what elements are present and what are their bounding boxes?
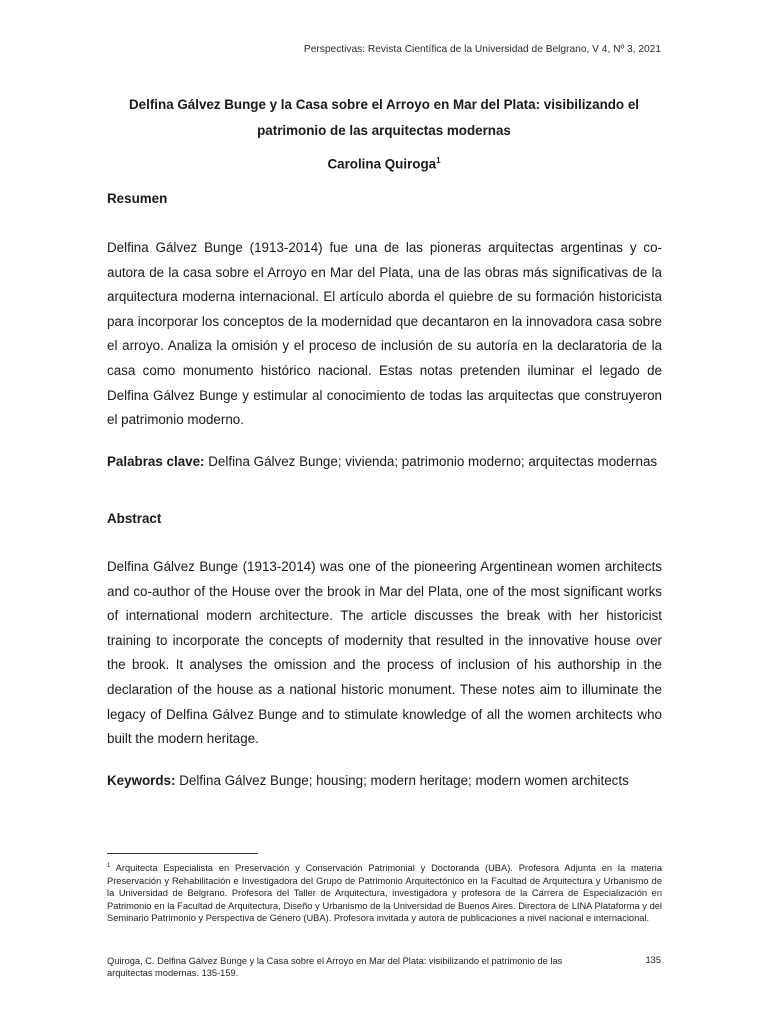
footnote-divider — [107, 853, 258, 854]
article-author — [0, 156, 768, 171]
abstract-paragraph: Delfina Gálvez Bunge (1913-2014) was one of the pioneering Argentinean women architects and co-author of the House over the brook in Mar del Plata, one of the most significant works of international modern architecture. The article discusses the break with her historicist training to incorporate the concepts of modernity that resulted in the innovative house over the brook. It analyses the omission and the process of inclusion of his authorship in the declaration of the house as a national historic monument. These notes aim to illuminate the legacy of Delfina Gálvez Bunge and to stimulate knowledge of all the women architects who built the modern heritage. — [107, 559, 662, 747]
author-footnote-marker[interactable]: 1 — [436, 156, 441, 165]
abstract-keywords — [107, 772, 662, 789]
resumen-heading: Resumen — [107, 191, 168, 206]
article-title: Delfina Gálvez Bunge y la Casa sobre el Arroyo en Mar del Plata: visibilizando el patrimonio de las arquitectas modernas — [129, 97, 639, 138]
footer-citation: Quiroga, C. Delfina Gálvez Bunge y la Casa sobre el Arroyo en Mar del Plata: visibilizando el patrimonio de las arquitectas modernas. 135-159. — [107, 956, 563, 979]
footnote-marker: 1 — [107, 863, 111, 869]
resumen-keywords-label: Palabras clave: — [107, 454, 205, 469]
page-number: 135 — [645, 955, 661, 965]
resumen-paragraph: Delfina Gálvez Bunge (1913-2014) fue una de las pioneras arquitectas argentinas y co-autora de la casa sobre el Arroyo en Mar del Plata, una de las obras más significativas de la arquitectura moderna internacional. El artículo aborda el quiebre de su formación historicista para incorporar los conceptos de la modernidad que decantaron en la innovadora casa sobre el arroyo. Analiza la omisión y el proceso de inclusión de su autoría en la declaratoria de la casa como monumento histórico nacional. Estas notas pretenden iluminar el legado de Delfina Gálvez Bunge y estimular al conocimiento de todas las arquitectas que construyeron el patrimonio moderno. — [107, 240, 662, 428]
resumen-keywords-text: Delfina Gálvez Bunge; vivienda; patrimonio moderno; arquitectas modernas — [208, 454, 658, 469]
abstract-keywords-text: Delfina Gálvez Bunge; housing; modern heritage; modern women architects — [179, 773, 629, 788]
resumen-keywords — [107, 453, 662, 470]
author-name: Carolina Quiroga — [327, 156, 437, 172]
footnote-text: Arquitecta Especialista en Preservación y Conservación Patrimonial y Doctoranda (UBA). Profesora Adjunta en la materia Preservación y Rehabilitación e Investigadora del Grupo de Patrimonio Arquitectónico en la Facultad de Arquitectura y Urbanismo de la Universidad de Belgrano. Profesora del Taller de Arquitectura, investigadora y profesora de la Carrera de Especialización en Patrimonio en la Facultad de Arquitectura, Diseño y Urbanismo de la Universidad de Buenos Aires. Directora de LINA Plataforma y del Seminario Patrimonio y Perspectiva de Género (UBA). Profesora invitada y autora de publicaciones a nivel nacional e internacional. — [107, 863, 662, 924]
running-header: Perspectivas: Revista Científica de la Universidad de Belgrano, V 4, Nº 3, 2021 — [303, 44, 661, 55]
abstract-keywords-label: Keywords: — [107, 773, 176, 788]
abstract-heading: Abstract — [107, 511, 162, 526]
footnote — [107, 860, 662, 925]
